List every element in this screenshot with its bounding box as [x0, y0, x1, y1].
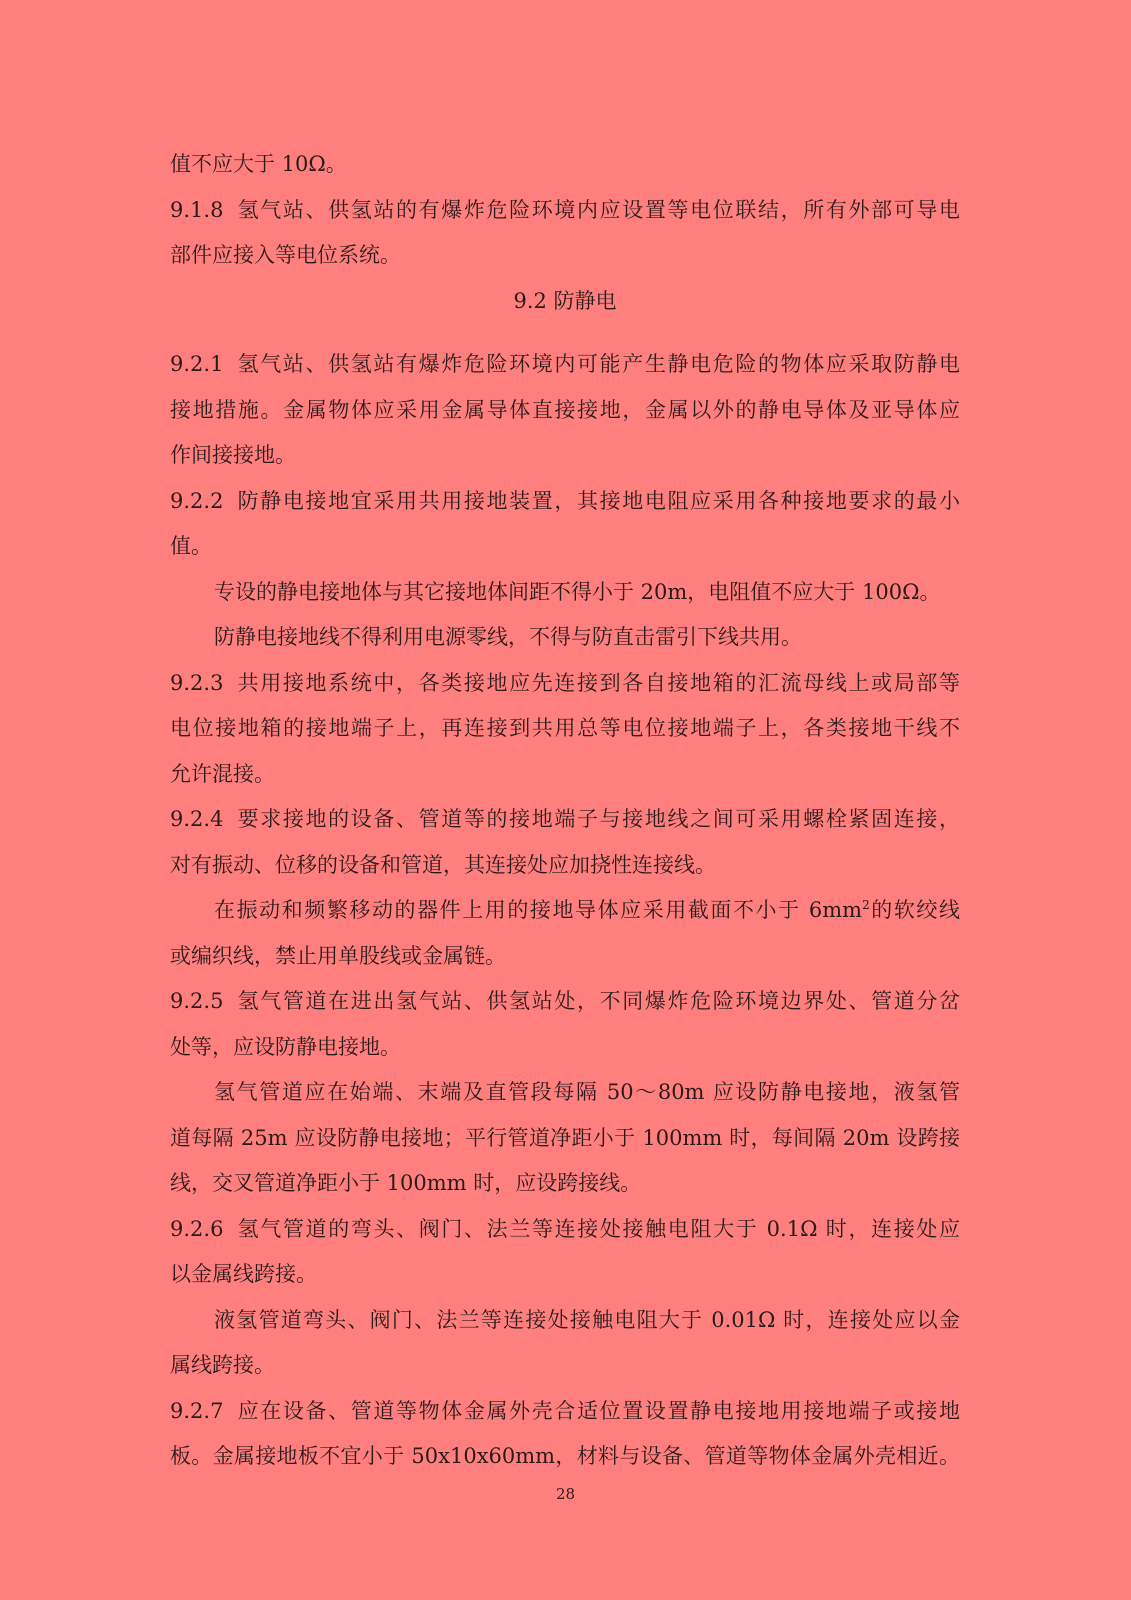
text-run: 共用接地系统中，各类接地应先连接到各自接地箱的汇流母线上或局部等: [236, 670, 960, 695]
clause-number: 9.2.6: [170, 1216, 224, 1241]
text-run: 对有振动、位移的设备和管道，其连接处应加挠性连接线。: [170, 852, 716, 877]
text-run: 在振动和频繁移动的器件上用的接地导体应采用截面不小于 6mm: [214, 898, 863, 922]
text-run: 板。金属接地板不宜小于 50x10x60mm，材料与设备、管道等物体金属外壳相近。: [170, 1444, 960, 1468]
text-run: 线，交叉管道净距小于 100mm 时，应设跨接线。: [170, 1171, 642, 1195]
text-run: 属线跨接。: [170, 1353, 275, 1377]
text-run: 或编织线，禁止用单股线或金属链。: [170, 943, 506, 968]
text-run: 道每隔 25m 应设防静电接地；平行管道净距小于 100mm 时，每间隔 20m 设跨接: [170, 1125, 960, 1150]
clause-9-2-2-para-3: [170, 615, 960, 661]
clause-9-2-3-line-1: [170, 661, 960, 707]
clause-number: 9.2.2: [170, 488, 224, 513]
text-run: 允许混接。: [170, 761, 275, 786]
text-run: 作间接接地。: [170, 443, 296, 467]
superscript: 2: [862, 898, 870, 912]
paragraph-line: [170, 142, 960, 188]
text-run: 防静电接地线不得利用电源零线，不得与防直击雷引下线共用。: [214, 625, 802, 649]
clause-9-1-8-line-2: [170, 233, 960, 279]
text-run: 以金属线跨接。: [170, 1262, 317, 1286]
text-run: 处等，应设防静电接地。: [170, 1034, 401, 1059]
section-heading: 9.2 防静电: [513, 288, 617, 313]
clause-9-2-2-line-2: [170, 524, 960, 570]
clause-9-2-1-line-3: [170, 433, 960, 479]
clause-9-2-5-line-1: [170, 979, 960, 1025]
text-run: 防静电接地宜采用共用接地装置，其接地电阻应采用各种接地要求的最小: [236, 488, 960, 513]
text-run: 氢气站、供氢站的有爆炸危险环境内应设置等电位联结，所有外部可导电: [236, 197, 960, 222]
clause-9-2-1-line-2: [170, 388, 960, 434]
text-run: 值不应大于 10Ω。: [170, 152, 347, 176]
clause-number: 9.2.5: [170, 989, 224, 1013]
text-run: 氢气管道应在始端、末端及直管段每隔 50～80m 应设防静电接地，液氢管: [214, 1080, 960, 1104]
clause-9-2-4-para-2-line-2: [170, 934, 960, 980]
clause-number: 9.2.3: [170, 670, 224, 695]
clause-9-2-1-line-1: [170, 342, 960, 388]
text-run: 要求接地的设备、管道等的接地端子与接地线之间可采用螺栓紧固连接，: [236, 807, 960, 831]
clause-number: 9.1.8: [170, 197, 224, 222]
text-run: 专设的静电接地体与其它接地体间距不得小于 20m，电阻值不应大于 100Ω。: [214, 579, 941, 604]
clause-number: 9.2.4: [170, 807, 224, 831]
clause-9-1-8-line-1: [170, 188, 960, 234]
text-run: 应在设备、管道等物体金属外壳合适位置设置静电接地用接地端子或接地: [236, 1398, 960, 1423]
clause-9-2-4-line-2: [170, 843, 960, 889]
clause-9-2-2-line-1: [170, 479, 960, 525]
clause-9-2-3-line-2: [170, 706, 960, 752]
text-run: 部件应接入等电位系统。: [170, 243, 401, 267]
text-run: 接地措施。金属物体应采用金属导体直接接地，金属以外的静电导体及亚导体应: [170, 397, 960, 422]
clause-9-2-6-line-2: [170, 1252, 960, 1298]
clause-9-2-5-line-2: [170, 1025, 960, 1071]
clause-9-2-5-para-2-line-3: [170, 1161, 960, 1207]
text-run: 氢气站、供氢站有爆炸危险环境内可能产生静电危险的物体应采取防静电: [236, 352, 960, 376]
page-number: 28: [555, 1485, 576, 1503]
clause-9-2-7-line-2: [170, 1434, 960, 1480]
heading-spacer: [170, 324, 960, 342]
clause-9-2-4-para-2-line-1: [170, 888, 960, 934]
text-run: 的软绞线: [869, 898, 960, 922]
text-run: 值。: [170, 534, 212, 558]
clause-9-2-7-line-1: [170, 1389, 960, 1435]
clause-9-2-5-para-2-line-2: [170, 1116, 960, 1162]
clause-9-2-6-para-2-line-2: [170, 1343, 960, 1389]
clause-9-2-3-line-3: [170, 752, 960, 798]
text-run: 液氢管道弯头、阀门、法兰等连接处接触电阻大于 0.01Ω 时，连接处应以金: [214, 1307, 960, 1332]
clause-number: 9.2.7: [170, 1398, 224, 1423]
text-run: 氢气管道在进出氢气站、供氢站处，不同爆炸危险环境边界处、管道分岔: [236, 989, 960, 1013]
text-run: 电位接地箱的接地端子上，再连接到共用总等电位接地端子上，各类接地干线不: [170, 716, 960, 740]
text-run: 氢气管道的弯头、阀门、法兰等连接处接触电阻大于 0.1Ω 时，连接处应: [236, 1216, 960, 1241]
clause-9-2-4-line-1: [170, 797, 960, 843]
clause-9-2-2-para-2: [170, 570, 960, 616]
clause-9-2-5-para-2-line-1: [170, 1070, 960, 1116]
document-body: [170, 142, 960, 1480]
clause-number: 9.2.1: [170, 352, 224, 376]
clause-9-2-6-para-2-line-1: [170, 1298, 960, 1344]
clause-9-2-6-line-1: [170, 1207, 960, 1253]
